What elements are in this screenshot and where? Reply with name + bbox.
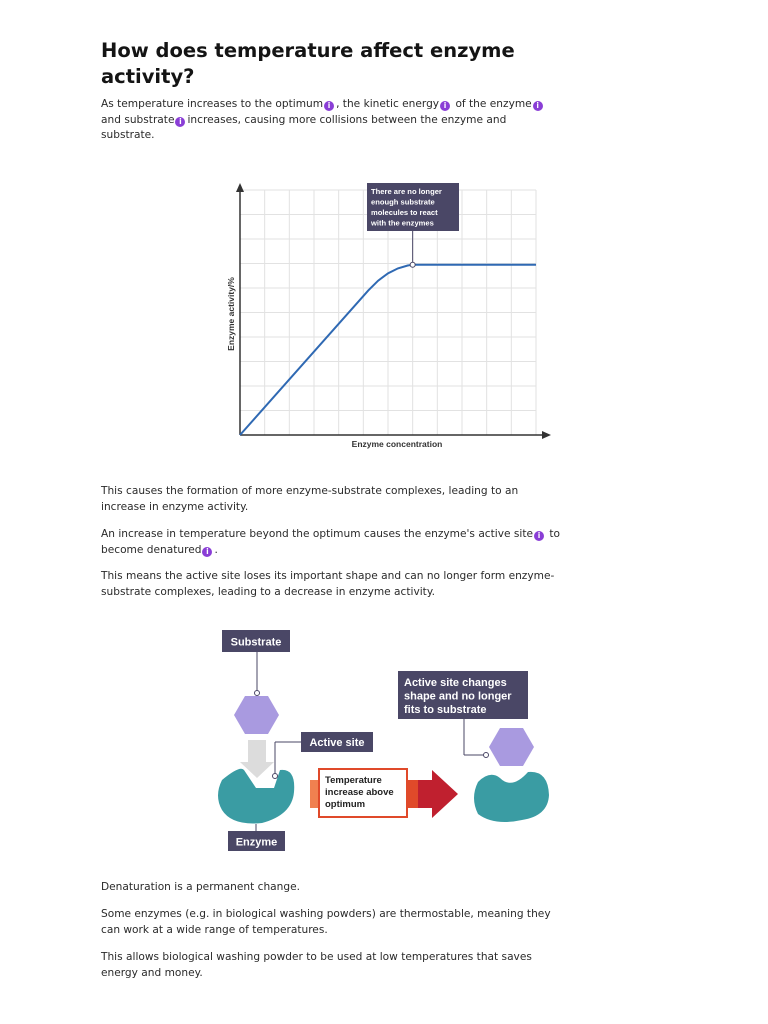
paragraph-denature	[101, 527, 561, 558]
text-span: to become	[101, 528, 561, 556]
glossary-active-site[interactable]	[478, 528, 546, 540]
paragraph-complexes: This causes the formation of more enzyme-substrate complexes, leading to an increase in enzyme activity.	[101, 485, 519, 513]
paragraph-washing-powder: This allows biological washing powder to be used at low temperatures that saves energy and money.	[101, 951, 532, 979]
text-span: An increase in temperature beyond the optimum causes the enzyme's	[101, 528, 479, 540]
temperature-label-line: increase above	[325, 787, 394, 798]
glossary-term: enzyme	[489, 98, 532, 110]
text-span: of the	[452, 98, 490, 110]
intro-paragraph	[101, 97, 561, 144]
text-span: .	[214, 543, 218, 556]
glossary-term: denatured	[146, 543, 202, 556]
info-icon[interactable]	[175, 117, 185, 127]
changed-label-line: fits to substrate	[404, 704, 487, 716]
text-span: increases, causing more collisions between the enzyme and substrate.	[101, 113, 507, 141]
text-span: and	[101, 113, 125, 126]
text-span: As temperature increases to the	[101, 98, 276, 110]
annotation-text	[370, 187, 444, 228]
temperature-label-line: Temperature	[325, 775, 382, 786]
substrate-shape-denatured	[489, 728, 534, 766]
glossary-denatured[interactable]	[146, 543, 218, 556]
info-icon[interactable]	[534, 531, 544, 541]
paragraph-permanent: Denaturation is a permanent change.	[101, 881, 300, 893]
annotation-line: molecules to react	[371, 208, 438, 217]
changed-leader-dot	[484, 753, 489, 758]
info-icon[interactable]	[440, 101, 450, 111]
annotation-line: There are no longer	[371, 187, 442, 196]
arrow-head	[418, 770, 458, 818]
substrate-label: Substrate	[230, 636, 282, 649]
y-axis-arrowhead	[236, 183, 244, 192]
changed-label-line: shape and no longer	[404, 690, 512, 703]
glossary-term: substrate	[124, 113, 175, 126]
glossary-term: active site	[478, 528, 534, 540]
enzyme-label: Enzyme	[235, 836, 278, 849]
x-axis-label: Enzyme concentration	[351, 439, 443, 449]
annotation-line: with the enzymes	[371, 218, 434, 228]
info-icon[interactable]	[533, 101, 543, 111]
glossary-optimum[interactable]	[275, 98, 336, 110]
glossary-term: kinetic energy	[363, 98, 440, 110]
active-site-label: Active site	[309, 737, 365, 749]
glossary-term: optimum	[275, 98, 324, 110]
page-title: How does temperature affect enzyme activity?	[101, 39, 515, 88]
enzyme-concentration-chart	[0, 170, 768, 470]
annotation-point	[410, 262, 415, 267]
temperature-label-line: optimum	[325, 799, 366, 810]
text-span: , the	[336, 98, 364, 110]
annotation-line: enough substrate	[371, 197, 435, 207]
info-icon[interactable]	[324, 101, 334, 111]
y-axis-label: Enzyme activity/%	[226, 277, 236, 351]
paragraph-thermostable: Some enzymes (e.g. in biological washing powders) are thermostable, meaning they can work at a wide range of temperatures.	[101, 908, 551, 936]
glossary-kinetic-energy[interactable]	[364, 98, 453, 110]
substrate-leader-dot	[255, 691, 260, 696]
x-axis-arrowhead	[542, 431, 551, 439]
glossary-substrate[interactable]	[124, 114, 187, 126]
glossary-enzyme[interactable]	[490, 98, 545, 110]
changed-label-line: Active site changes	[404, 677, 507, 689]
info-icon[interactable]	[202, 547, 212, 557]
denaturation-diagram	[0, 620, 768, 860]
denatured-enzyme-shape	[474, 772, 549, 822]
active-site-leader-dot	[273, 774, 278, 779]
substrate-shape	[234, 696, 279, 734]
paragraph-shape: This means the active site loses its important shape and can no longer form enzyme-substrate complexes, leading to a decrease in enzyme activity.	[101, 570, 555, 598]
